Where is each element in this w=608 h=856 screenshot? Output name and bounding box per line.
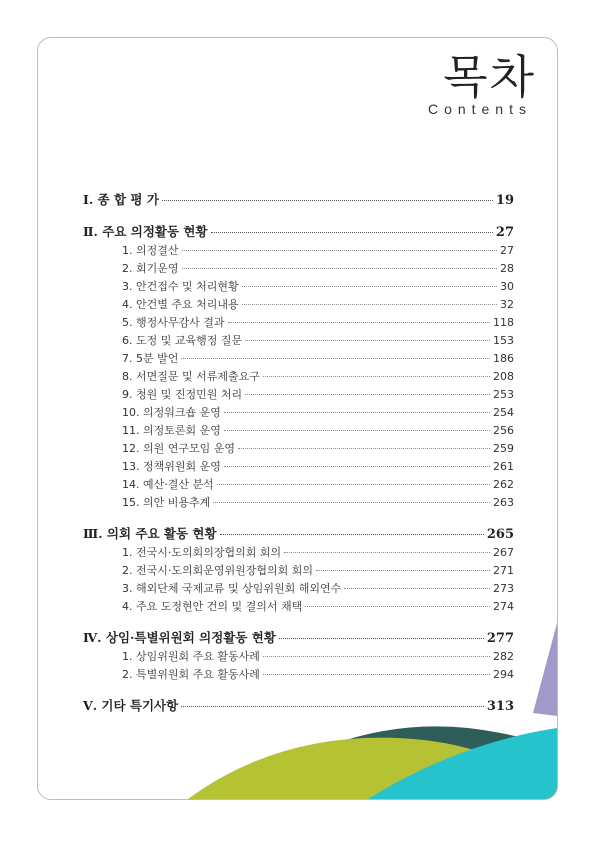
dot-leader <box>263 376 490 377</box>
dot-leader <box>182 250 498 251</box>
dot-leader <box>224 430 490 431</box>
toc-page-number: 273 <box>493 582 514 595</box>
dot-leader <box>181 358 490 359</box>
toc-label: Ⅱ. 주요 의정활동 현황 <box>83 224 208 239</box>
toc-label: 12. 의원 연구모임 운영 <box>122 442 235 455</box>
toc-entry[interactable] <box>83 386 514 404</box>
dot-leader <box>211 232 493 233</box>
toc-page-number: 259 <box>493 442 514 455</box>
toc-page-number: 19 <box>495 193 514 208</box>
toc-label: 4. 주요 도정현안 건의 및 결의서 채택 <box>122 600 303 613</box>
toc-page-number: 277 <box>486 631 514 646</box>
toc-page-number: 313 <box>486 699 514 714</box>
dot-leader <box>263 656 490 657</box>
toc-page-number: 267 <box>493 546 514 559</box>
toc-entry[interactable] <box>83 666 514 684</box>
toc-label: 4. 안건별 주요 처리내용 <box>122 298 239 311</box>
dot-leader <box>217 484 490 485</box>
toc-label: 2. 전국시·도의회운영위원장협의회 회의 <box>122 564 313 577</box>
toc-label: 3. 해외단체 국제교류 및 상임위원회 해외연수 <box>122 582 342 595</box>
toc-entry[interactable] <box>83 296 514 314</box>
toc-entry[interactable] <box>83 476 514 494</box>
toc-entry[interactable] <box>83 440 514 458</box>
toc-entry[interactable] <box>83 562 514 580</box>
toc-page-number: 274 <box>493 600 514 613</box>
dot-leader <box>242 304 497 305</box>
dot-leader <box>238 448 490 449</box>
toc-page-number: 27 <box>500 244 514 257</box>
toc-page-number: 153 <box>493 334 514 347</box>
toc-page-number: 118 <box>493 316 514 329</box>
toc-label: 9. 청원 및 진정민원 처리 <box>122 388 243 401</box>
toc-section[interactable] <box>83 696 514 716</box>
toc-page-number: 30 <box>500 280 514 293</box>
toc-page-number: 208 <box>493 370 514 383</box>
toc-label: 2. 회기운영 <box>122 262 179 275</box>
toc-label: Ⅰ. 종 합 평 가 <box>83 192 159 207</box>
toc-label: 2. 특별위원회 주요 활동사례 <box>122 668 260 681</box>
toc-entry[interactable] <box>83 544 514 562</box>
toc-entry[interactable] <box>83 648 514 666</box>
toc-page-number: 253 <box>493 388 514 401</box>
toc-label: 13. 정책위원회 운영 <box>122 460 221 473</box>
toc-section[interactable] <box>83 524 514 544</box>
toc-entry[interactable] <box>83 404 514 422</box>
toc-section[interactable] <box>83 222 514 242</box>
toc-page-number: 263 <box>493 496 514 509</box>
toc-page-number: 265 <box>486 527 514 542</box>
toc-entry[interactable] <box>83 278 514 296</box>
toc-label: Ⅳ. 상임·특별위원회 의정활동 현황 <box>83 630 276 645</box>
dot-leader <box>162 200 493 201</box>
table-of-contents <box>83 190 514 716</box>
dot-leader <box>344 588 490 589</box>
toc-label: 1. 상임위원회 주요 활동사례 <box>122 650 260 663</box>
toc-label: 6. 도정 및 교육행정 질문 <box>122 334 243 347</box>
title-main: 목차 <box>443 50 536 104</box>
toc-entry[interactable] <box>83 314 514 332</box>
toc-label: Ⅴ. 기타 특기사항 <box>83 698 179 713</box>
toc-label: 3. 안건접수 및 처리현황 <box>122 280 239 293</box>
toc-page-number: 254 <box>493 406 514 419</box>
toc-page-number: 271 <box>493 564 514 577</box>
toc-entry[interactable] <box>83 368 514 386</box>
toc-label: 14. 예산·결산 분석 <box>122 478 214 491</box>
toc-page-number: 256 <box>493 424 514 437</box>
dot-leader <box>181 706 484 707</box>
toc-label: 10. 의정워크숍 운영 <box>122 406 221 419</box>
dot-leader <box>279 638 484 639</box>
toc-entry[interactable] <box>83 350 514 368</box>
toc-entry[interactable] <box>83 422 514 440</box>
toc-page-number: 261 <box>493 460 514 473</box>
toc-page-number: 282 <box>493 650 514 663</box>
toc-label: 5. 행정사무감사 결과 <box>122 316 225 329</box>
toc-label: Ⅲ. 의회 주요 활동 현황 <box>83 526 217 541</box>
dot-leader <box>228 322 491 323</box>
dot-leader <box>263 674 490 675</box>
toc-section[interactable] <box>83 190 514 210</box>
title-sub: Contents <box>427 101 532 117</box>
toc-page-number: 28 <box>500 262 514 275</box>
toc-page-number: 32 <box>500 298 514 311</box>
toc-label: 8. 서면질문 및 서류제출요구 <box>122 370 260 383</box>
toc-label: 15. 의안 비용추계 <box>122 496 211 509</box>
lavender-wedge <box>533 623 557 716</box>
toc-entry[interactable] <box>83 598 514 616</box>
toc-page-number: 262 <box>493 478 514 491</box>
dot-leader <box>224 466 490 467</box>
toc-title <box>428 51 536 117</box>
dot-leader <box>245 394 490 395</box>
toc-section[interactable] <box>83 628 514 648</box>
toc-page-number: 27 <box>495 225 514 240</box>
toc-entry[interactable] <box>83 332 514 350</box>
toc-label: 11. 의정토론회 운영 <box>122 424 221 437</box>
toc-entry[interactable] <box>83 494 514 512</box>
dot-leader <box>182 268 498 269</box>
dot-leader <box>213 502 490 503</box>
toc-entry[interactable] <box>83 580 514 598</box>
toc-entry[interactable] <box>83 458 514 476</box>
toc-page-number: 186 <box>493 352 514 365</box>
toc-label: 1. 의정결산 <box>122 244 179 257</box>
dot-leader <box>245 340 490 341</box>
dot-leader <box>220 534 484 535</box>
toc-entry[interactable] <box>83 260 514 278</box>
toc-entry[interactable] <box>83 242 514 260</box>
dot-leader <box>242 286 497 287</box>
dot-leader <box>316 570 490 571</box>
dot-leader <box>284 552 490 553</box>
dot-leader <box>224 412 490 413</box>
dot-leader <box>305 606 490 607</box>
toc-label: 1. 전국시·도의회의장협의회 회의 <box>122 546 282 559</box>
toc-label: 7. 5분 발언 <box>122 352 179 365</box>
toc-page-number: 294 <box>493 668 514 681</box>
